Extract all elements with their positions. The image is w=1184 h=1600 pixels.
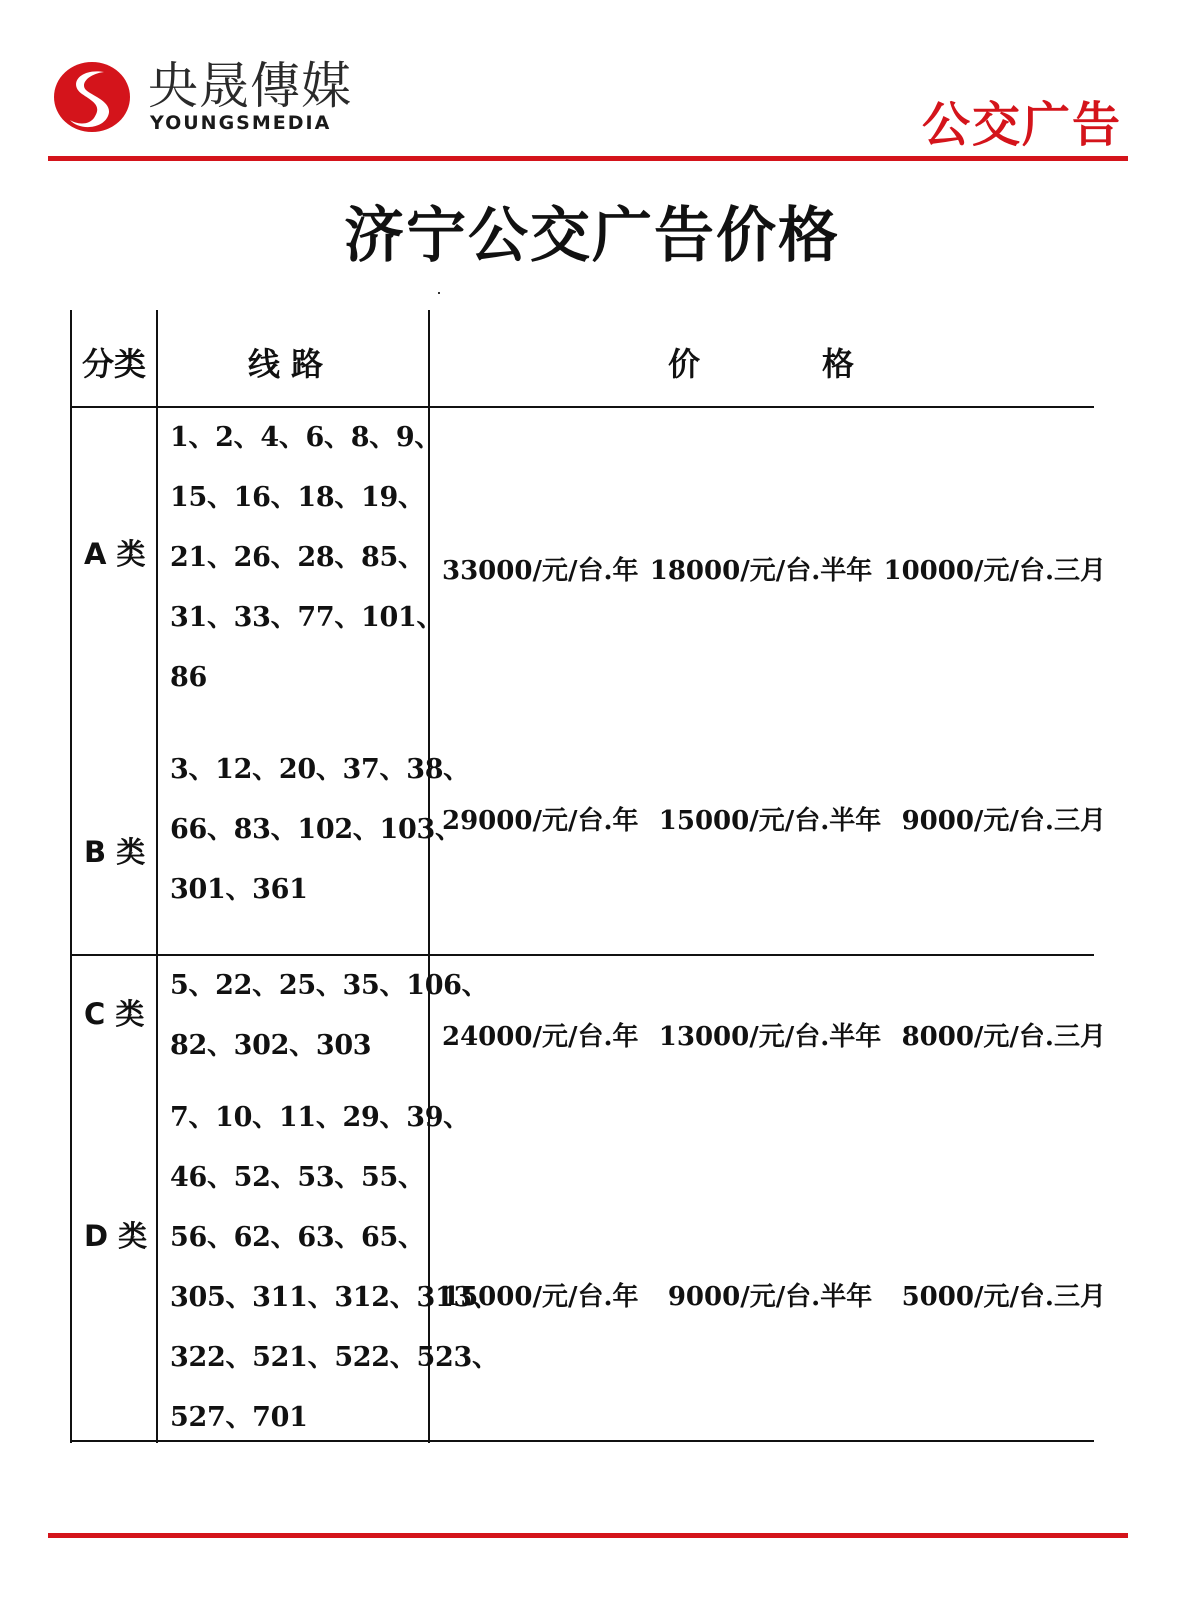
route-line: 31、33、77、101、 [170, 602, 444, 633]
header-price-right: 格 [822, 345, 855, 383]
route-line: 56、62、63、65、 [170, 1222, 425, 1253]
header-routes: 线 路 [248, 345, 324, 383]
brand-logo [52, 58, 372, 138]
price-year: 29000/元/台.年 [442, 806, 639, 836]
route-line: 305、311、312、313、 [170, 1282, 499, 1313]
price-half-year: 9000/元/台.半年 [667, 1282, 873, 1312]
category-c: C 类 [84, 997, 145, 1031]
table-border-left [70, 310, 72, 1443]
price-half-year: 18000/元/台.半年 [649, 556, 873, 586]
price-three-months: 8000/元/台.三月 [901, 1022, 1106, 1052]
prices-b [442, 800, 1122, 837]
stray-dot [438, 292, 440, 294]
route-line: 82、302、303 [170, 1030, 372, 1061]
routes-a [170, 408, 444, 708]
price-year: 15000/元/台.年 [442, 1282, 639, 1312]
routes-b [170, 740, 470, 920]
price-year: 33000/元/台.年 [442, 556, 639, 586]
prices-d [442, 1276, 1122, 1313]
price-year: 24000/元/台.年 [442, 1022, 639, 1052]
routes-c [170, 956, 489, 1076]
header-price-left: 价 [668, 345, 701, 383]
route-line: 301、361 [170, 874, 308, 905]
route-line: 15、16、18、19、 [170, 482, 425, 513]
table-col-divider-1 [156, 310, 158, 1443]
brand-name-en: YOUNGSMEDIA [150, 112, 332, 134]
header-tag: 公交广告 [921, 97, 1122, 153]
route-line: 21、26、28、85、 [170, 542, 425, 573]
category-a: A 类 [84, 537, 146, 571]
routes-d [170, 1088, 499, 1448]
category-d: D 类 [84, 1219, 148, 1253]
price-half-year: 15000/元/台.半年 [658, 806, 882, 836]
footer-divider [48, 1533, 1128, 1538]
brand-s-mark-icon [52, 60, 132, 134]
route-line: 7、10、11、29、39、 [170, 1102, 470, 1133]
price-table [70, 310, 1122, 1477]
route-line: 66、83、102、103、 [170, 814, 462, 845]
category-b: B 类 [84, 835, 146, 869]
price-three-months: 10000/元/台.三月 [883, 556, 1106, 586]
brand-name-cn: 央晟傳媒 [148, 57, 352, 115]
route-line: 1、2、4、6、8、9、 [170, 422, 442, 453]
prices-a [442, 550, 1122, 587]
header-category: 分类 [82, 345, 147, 383]
route-line: 5、22、25、35、106、 [170, 970, 489, 1001]
route-line: 527、701 [170, 1402, 308, 1433]
price-three-months: 5000/元/台.三月 [901, 1282, 1106, 1312]
route-line: 46、52、53、55、 [170, 1162, 425, 1193]
route-line: 86 [170, 662, 207, 693]
price-half-year: 13000/元/台.半年 [658, 1022, 882, 1052]
route-line: 322、521、522、523、 [170, 1342, 499, 1373]
page-title: 济宁公交广告价格 [344, 201, 840, 271]
prices-c [442, 1016, 1122, 1053]
header-divider [48, 156, 1128, 161]
route-line: 3、12、20、37、38、 [170, 754, 470, 785]
price-three-months: 9000/元/台.三月 [901, 806, 1106, 836]
